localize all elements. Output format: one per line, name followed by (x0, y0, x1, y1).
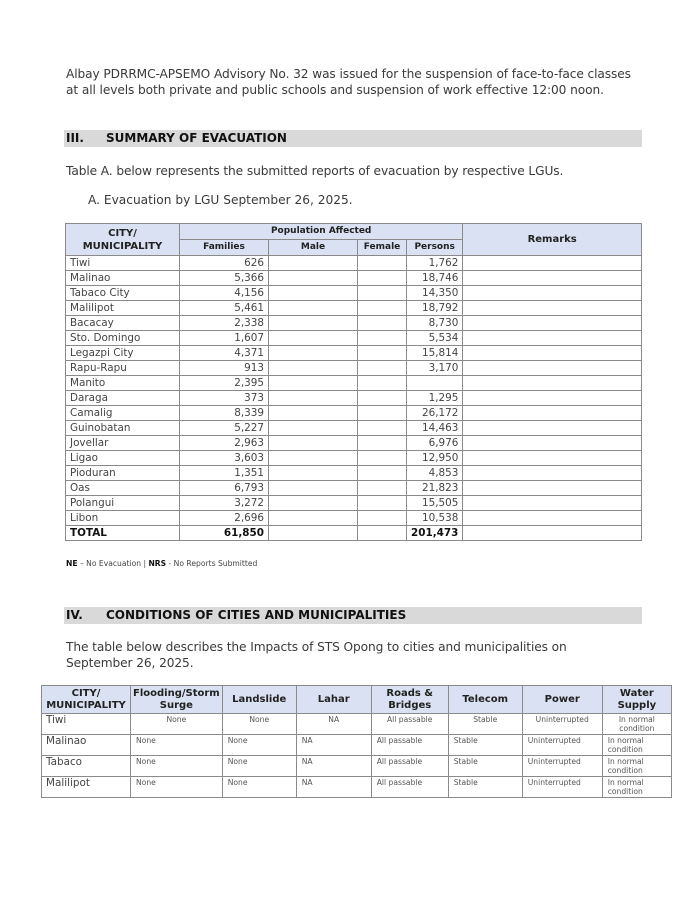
cell-remarks (463, 496, 642, 511)
cell-city: Manito (66, 376, 180, 391)
cell-female (358, 451, 407, 466)
cell-lahar: NA (296, 735, 371, 756)
cell-male (269, 406, 358, 421)
section-title: CONDITIONS OF CITIES AND MUNICIPALITIES (106, 608, 407, 622)
cell-remarks (463, 466, 642, 481)
cell-city: Malinao (42, 735, 131, 756)
cell-families: 3,272 (180, 496, 269, 511)
cell-city: Malinao (66, 271, 180, 286)
cell-persons: 4,853 (407, 466, 463, 481)
cell-persons: 1,295 (407, 391, 463, 406)
cell-remarks (463, 361, 642, 376)
cell-female (358, 271, 407, 286)
cell-roads: All passable (371, 735, 448, 756)
table-legend (66, 559, 257, 568)
cell-remarks (463, 346, 642, 361)
cell-persons: 6,976 (407, 436, 463, 451)
header-female: Female (358, 240, 407, 256)
cell-families: 2,395 (180, 376, 269, 391)
cell-families: 1,351 (180, 466, 269, 481)
cell-male (269, 451, 358, 466)
cell-female (358, 256, 407, 271)
legend-nrs-abbr: NRS (148, 559, 167, 568)
total-families: 61,850 (180, 526, 269, 541)
cell-male (269, 436, 358, 451)
cell-female (358, 361, 407, 376)
cell-female (358, 511, 407, 526)
total-row (66, 526, 642, 541)
cell-families: 5,461 (180, 301, 269, 316)
cell-male (269, 271, 358, 286)
cell-remarks (463, 451, 642, 466)
cell-female (358, 286, 407, 301)
table-row (66, 316, 642, 331)
cell-city: Malilipot (42, 777, 131, 798)
section4-intro-line-2: September 26, 2025. (66, 656, 194, 670)
legend-nrs-text: - No Reports Submitted (166, 559, 258, 568)
header-power: Power (522, 686, 602, 714)
section-number: IV. (66, 608, 83, 622)
cell-city: Guinobatan (66, 421, 180, 436)
cell-water: In normal condition (602, 714, 671, 735)
cell-telecom: Stable (448, 735, 522, 756)
header-remarks: Remarks (463, 224, 642, 256)
cell-persons: 8,730 (407, 316, 463, 331)
table-row (66, 421, 642, 436)
cell-families: 2,696 (180, 511, 269, 526)
cell-power: Uninterrupted (522, 756, 602, 777)
cell-male (269, 286, 358, 301)
cell-families: 373 (180, 391, 269, 406)
table-row (66, 391, 642, 406)
cell-roads: All passable (371, 714, 448, 735)
cell-persons: 18,746 (407, 271, 463, 286)
cell-families: 4,156 (180, 286, 269, 301)
table-row (66, 331, 642, 346)
table-row (66, 301, 642, 316)
cell-city: Camalig (66, 406, 180, 421)
cell-city: Bacacay (66, 316, 180, 331)
table-row (42, 777, 672, 798)
table-row (66, 406, 642, 421)
cell-persons: 14,463 (407, 421, 463, 436)
cell-female (358, 301, 407, 316)
cell-city: Tabaco (42, 756, 131, 777)
cell-persons: 12,950 (407, 451, 463, 466)
cell-lahar: NA (296, 777, 371, 798)
table-row (42, 714, 672, 735)
cell-city: Daraga (66, 391, 180, 406)
total-male (269, 526, 358, 541)
cell-families: 8,339 (180, 406, 269, 421)
advisory-line-2: at all levels both private and public schools and suspension of work effective 12:00 noon. (66, 83, 604, 97)
cell-remarks (463, 331, 642, 346)
cell-male (269, 511, 358, 526)
cell-persons: 15,505 (407, 496, 463, 511)
cell-telecom: Stable (448, 714, 522, 735)
cell-water: In normal condition (602, 735, 671, 756)
cell-male (269, 346, 358, 361)
section-header-summary-of-evacuation (64, 130, 642, 147)
cell-lahar: NA (296, 756, 371, 777)
table-row (42, 735, 672, 756)
cell-male (269, 481, 358, 496)
cell-remarks (463, 436, 642, 451)
cell-remarks (463, 481, 642, 496)
cell-persons: 1,762 (407, 256, 463, 271)
cell-families: 913 (180, 361, 269, 376)
cell-female (358, 346, 407, 361)
cell-remarks (463, 316, 642, 331)
cell-persons: 21,823 (407, 481, 463, 496)
table-row (66, 451, 642, 466)
cell-male (269, 316, 358, 331)
table-row (66, 496, 642, 511)
table-row (42, 756, 672, 777)
legend-ne-abbr: NE (66, 559, 78, 568)
advisory-paragraph (66, 66, 656, 98)
cell-city: Rapu-Rapu (66, 361, 180, 376)
cell-flooding: None (131, 714, 223, 735)
cell-female (358, 496, 407, 511)
cell-persons (407, 376, 463, 391)
cell-city: Tiwi (66, 256, 180, 271)
cell-roads: All passable (371, 756, 448, 777)
table-row (66, 376, 642, 391)
table-row (66, 436, 642, 451)
conditions-table (41, 685, 672, 798)
cell-male (269, 421, 358, 436)
cell-city: Polangui (66, 496, 180, 511)
header-flooding: Flooding/Storm Surge (131, 686, 223, 714)
cell-remarks (463, 301, 642, 316)
cell-male (269, 391, 358, 406)
cell-families: 5,366 (180, 271, 269, 286)
table-row (66, 346, 642, 361)
cell-persons: 14,350 (407, 286, 463, 301)
cell-power: Uninterrupted (522, 777, 602, 798)
cell-landslide: None (222, 735, 296, 756)
header-telecom: Telecom (448, 686, 522, 714)
table-a-subheading: A. Evacuation by LGU September 26, 2025. (88, 193, 353, 207)
cell-persons: 10,538 (407, 511, 463, 526)
cell-landslide: None (222, 777, 296, 798)
cell-families: 4,371 (180, 346, 269, 361)
cell-female (358, 316, 407, 331)
cell-male (269, 256, 358, 271)
header-persons: Persons (407, 240, 463, 256)
cell-families: 3,603 (180, 451, 269, 466)
header-water: Water Supply (602, 686, 671, 714)
header-population-affected: Population Affected (180, 224, 463, 240)
section-number: III. (66, 131, 84, 145)
cell-persons: 18,792 (407, 301, 463, 316)
cell-families: 1,607 (180, 331, 269, 346)
table-row (66, 286, 642, 301)
cell-persons: 5,534 (407, 331, 463, 346)
header-families: Families (180, 240, 269, 256)
cell-telecom: Stable (448, 756, 522, 777)
cell-female (358, 376, 407, 391)
section4-intro-line-1: The table below describes the Impacts of STS Opong to cities and municipalities on (66, 640, 567, 654)
total-female (358, 526, 407, 541)
cell-male (269, 376, 358, 391)
cell-roads: All passable (371, 777, 448, 798)
total-city: TOTAL (66, 526, 180, 541)
cell-power: Uninterrupted (522, 735, 602, 756)
section-title: SUMMARY OF EVACUATION (106, 131, 287, 145)
cell-persons: 3,170 (407, 361, 463, 376)
table-row (66, 271, 642, 286)
section4-intro (66, 639, 656, 671)
cell-remarks (463, 376, 642, 391)
cell-city: Malilipot (66, 301, 180, 316)
table-row (66, 481, 642, 496)
cell-landslide: None (222, 756, 296, 777)
total-persons: 201,473 (407, 526, 463, 541)
table-row (66, 256, 642, 271)
cell-persons: 26,172 (407, 406, 463, 421)
cell-female (358, 436, 407, 451)
evacuation-table (65, 223, 642, 541)
cell-male (269, 331, 358, 346)
cell-city: Legazpi City (66, 346, 180, 361)
cell-remarks (463, 511, 642, 526)
table-row (66, 466, 642, 481)
cell-male (269, 361, 358, 376)
cell-flooding: None (131, 756, 223, 777)
cell-city: Sto. Domingo (66, 331, 180, 346)
cell-remarks (463, 391, 642, 406)
cell-power: Uninterrupted (522, 714, 602, 735)
section3-intro: Table A. below represents the submitted reports of evacuation by respective LGUs. (66, 164, 564, 178)
cell-female (358, 391, 407, 406)
total-remarks (463, 526, 642, 541)
header-male: Male (269, 240, 358, 256)
cell-female (358, 466, 407, 481)
cell-male (269, 466, 358, 481)
legend-ne-text: – No Evacuation | (77, 559, 149, 568)
cell-families: 2,963 (180, 436, 269, 451)
cell-remarks (463, 286, 642, 301)
cell-city: Ligao (66, 451, 180, 466)
cell-landslide: None (222, 714, 296, 735)
cell-water: In normal condition (602, 777, 671, 798)
cell-female (358, 481, 407, 496)
cell-female (358, 421, 407, 436)
cell-remarks (463, 256, 642, 271)
cell-lahar: NA (296, 714, 371, 735)
cell-city: Oas (66, 481, 180, 496)
header-roads: Roads & Bridges (371, 686, 448, 714)
header-lahar: Lahar (296, 686, 371, 714)
cell-city: Pioduran (66, 466, 180, 481)
cell-city: Tiwi (42, 714, 131, 735)
cell-remarks (463, 271, 642, 286)
cell-remarks (463, 421, 642, 436)
cell-male (269, 496, 358, 511)
cell-city: Jovellar (66, 436, 180, 451)
cell-female (358, 406, 407, 421)
advisory-line-1: Albay PDRRMC-APSEMO Advisory No. 32 was issued for the suspension of face-to-face classes (66, 67, 631, 81)
cell-city: Tabaco City (66, 286, 180, 301)
cell-families: 2,338 (180, 316, 269, 331)
header-landslide: Landslide (222, 686, 296, 714)
header-city: CITY/ MUNICIPALITY (42, 686, 131, 714)
cell-families: 6,793 (180, 481, 269, 496)
cell-families: 626 (180, 256, 269, 271)
cell-female (358, 331, 407, 346)
cell-flooding: None (131, 735, 223, 756)
cell-flooding: None (131, 777, 223, 798)
cell-telecom: Stable (448, 777, 522, 798)
table-row (66, 361, 642, 376)
header-city: CITY/ MUNICIPALITY (66, 224, 180, 256)
cell-families: 5,227 (180, 421, 269, 436)
cell-city: Libon (66, 511, 180, 526)
cell-persons: 15,814 (407, 346, 463, 361)
table-row (66, 511, 642, 526)
cell-water: In normal condition (602, 756, 671, 777)
cell-male (269, 301, 358, 316)
cell-remarks (463, 406, 642, 421)
section-header-conditions (64, 607, 642, 624)
